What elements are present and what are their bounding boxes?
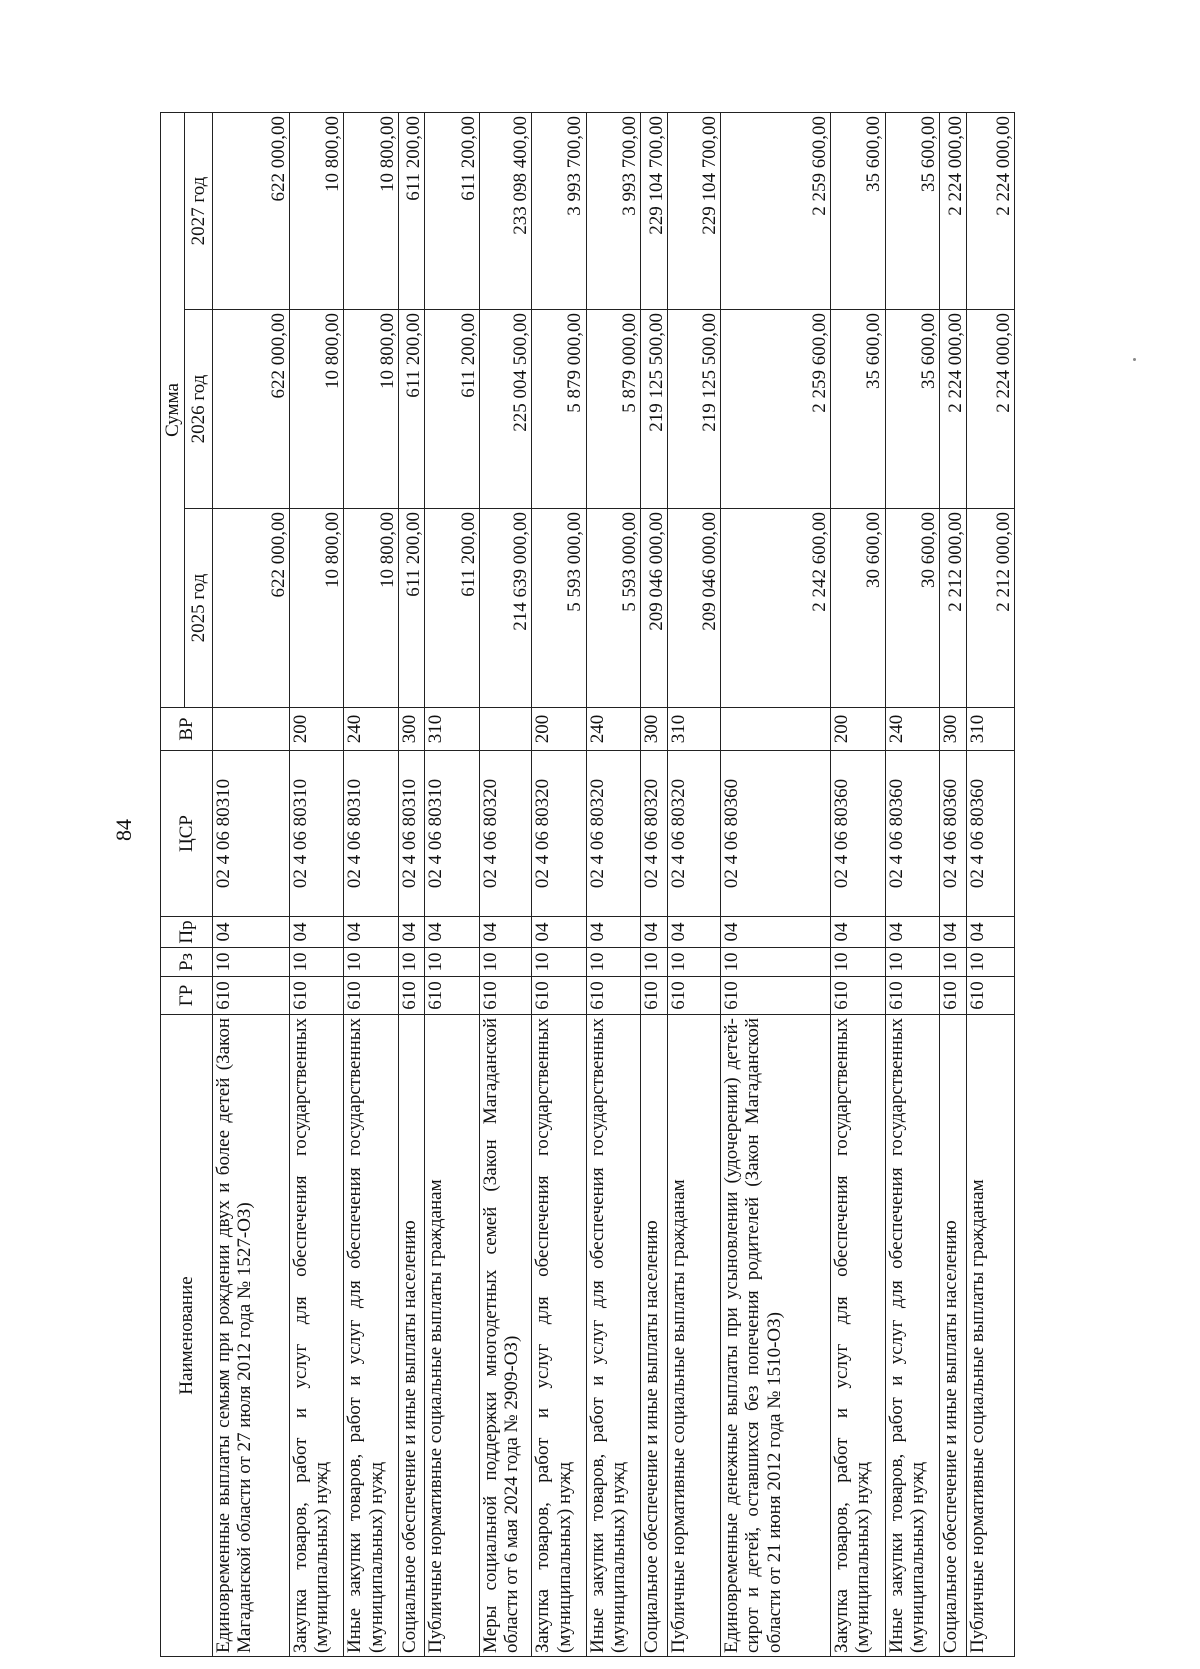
row-sum-2026: 10 800,00 (344, 310, 398, 509)
row-gr: 610 (289, 977, 343, 1015)
row-pr: 04 (885, 917, 939, 948)
row-sum-2027: 3 993 700,00 (586, 112, 640, 309)
row-pr: 04 (831, 917, 885, 948)
row-sum-2025: 5 593 000,00 (532, 509, 586, 708)
row-sum-2027: 35 600,00 (885, 112, 939, 309)
row-name: Закупка товаров, работ и услуг для обеспечения государственных (муниципальных) нужд (532, 1015, 586, 1657)
row-name: Публичные нормативные социальные выплаты гражданам (667, 1015, 720, 1657)
row-sum-2027: 3 993 700,00 (532, 112, 586, 309)
row-vr: 200 (289, 708, 343, 751)
row-vr: 300 (641, 708, 668, 751)
row-csr: 02 4 06 80320 (532, 751, 586, 917)
table-row (344, 112, 398, 1656)
row-csr: 02 4 06 80360 (831, 751, 885, 917)
row-sum-2026: 2 224 000,00 (966, 310, 1014, 509)
budget-table (160, 112, 1015, 1657)
row-gr: 610 (586, 977, 640, 1015)
row-sum-2026: 225 004 500,00 (479, 310, 531, 509)
header-vr: ВР (161, 708, 213, 751)
row-gr: 610 (885, 977, 939, 1015)
table-body (213, 112, 1015, 1656)
row-vr: 300 (398, 708, 425, 751)
row-csr: 02 4 06 80320 (479, 751, 531, 917)
row-name: Иные закупки товаров, работ и услуг для обеспечения государственных (муниципальных) нужд (885, 1015, 939, 1657)
row-rz: 10 (885, 948, 939, 977)
row-sum-2025: 10 800,00 (344, 509, 398, 708)
row-sum-2025: 2 212 000,00 (966, 509, 1014, 708)
row-rz: 10 (966, 948, 1014, 977)
row-name: Социальное обеспечение и иные выплаты населению (641, 1015, 668, 1657)
budget-table-container (160, 113, 1015, 1657)
header-pr: Пр (161, 917, 213, 948)
row-sum-2027: 611 200,00 (398, 112, 425, 309)
row-sum-2027: 2 224 000,00 (940, 112, 967, 309)
row-rz: 10 (289, 948, 343, 977)
row-vr: 240 (344, 708, 398, 751)
row-gr: 610 (532, 977, 586, 1015)
row-rz: 10 (398, 948, 425, 977)
row-rz: 10 (479, 948, 531, 977)
row-sum-2025: 622 000,00 (213, 509, 290, 708)
row-pr: 04 (344, 917, 398, 948)
row-csr: 02 4 06 80310 (425, 751, 479, 917)
row-csr: 02 4 06 80320 (641, 751, 668, 917)
row-sum-2026: 219 125 500,00 (667, 310, 720, 509)
table-row (398, 112, 425, 1656)
scan-speck (1133, 358, 1136, 361)
row-sum-2025: 30 600,00 (831, 509, 885, 708)
row-name: Закупка товаров, работ и услуг для обеспечения государственных (муниципальных) нужд (289, 1015, 343, 1657)
row-name: Публичные нормативные социальные выплаты гражданам (425, 1015, 479, 1657)
row-rz: 10 (721, 948, 831, 977)
row-rz: 10 (213, 948, 290, 977)
table-row (425, 112, 479, 1656)
row-sum-2027: 611 200,00 (425, 112, 479, 309)
row-vr: 240 (586, 708, 640, 751)
header-name: Наименование (161, 1015, 213, 1657)
row-sum-2026: 5 879 000,00 (532, 310, 586, 509)
row-sum-2026: 611 200,00 (425, 310, 479, 509)
row-name: Единовременные выплаты семьям при рождении двух и более детей (Закон Магаданской области от 27 июля 2012 года № 1527-ОЗ) (213, 1015, 290, 1657)
row-pr: 04 (213, 917, 290, 948)
table-row (586, 112, 640, 1656)
row-gr: 610 (940, 977, 967, 1015)
row-sum-2026: 5 879 000,00 (586, 310, 640, 509)
row-csr: 02 4 06 80360 (940, 751, 967, 917)
row-csr: 02 4 06 80310 (398, 751, 425, 917)
table-row (479, 112, 531, 1656)
header-gr: ГР (161, 977, 213, 1015)
row-gr: 610 (667, 977, 720, 1015)
row-csr: 02 4 06 80360 (966, 751, 1014, 917)
header-sum: Сумма (161, 112, 185, 707)
row-name: Социальное обеспечение и иные выплаты населению (398, 1015, 425, 1657)
table-row (213, 112, 290, 1656)
row-sum-2027: 2 224 000,00 (966, 112, 1014, 309)
header-2027: 2027 год (185, 112, 213, 309)
row-sum-2025: 2 242 600,00 (721, 509, 831, 708)
row-sum-2025: 611 200,00 (425, 509, 479, 708)
row-sum-2027: 229 104 700,00 (641, 112, 668, 309)
table-row (667, 112, 720, 1656)
row-pr: 04 (398, 917, 425, 948)
row-gr: 610 (641, 977, 668, 1015)
row-sum-2025: 5 593 000,00 (586, 509, 640, 708)
row-sum-2026: 2 224 000,00 (940, 310, 967, 509)
row-name: Иные закупки товаров, работ и услуг для обеспечения государственных (муниципальных) нужд (344, 1015, 398, 1657)
row-csr: 02 4 06 80310 (213, 751, 290, 917)
table-row (966, 112, 1014, 1656)
row-vr (479, 708, 531, 751)
row-csr: 02 4 06 80320 (667, 751, 720, 917)
row-gr: 610 (966, 977, 1014, 1015)
row-vr (721, 708, 831, 751)
row-pr: 04 (721, 917, 831, 948)
row-pr: 04 (425, 917, 479, 948)
row-name: Меры социальной поддержки многодетных семей (Закон Магаданской области от 6 мая 2024 года № 2909-ОЗ) (479, 1015, 531, 1657)
row-rz: 10 (831, 948, 885, 977)
row-sum-2026: 219 125 500,00 (641, 310, 668, 509)
row-sum-2025: 214 639 000,00 (479, 509, 531, 708)
row-sum-2027: 10 800,00 (344, 112, 398, 309)
row-sum-2025: 2 212 000,00 (940, 509, 967, 708)
row-rz: 10 (641, 948, 668, 977)
row-rz: 10 (586, 948, 640, 977)
row-rz: 10 (344, 948, 398, 977)
row-name: Единовременные денежные выплаты при усыновлении (удочерении) детей-сирот и детей, оставшихся без попечения родителей (Закон Магаданской области от 21 июня 2012 года № 1510-ОЗ) (721, 1015, 831, 1657)
row-csr: 02 4 06 80310 (344, 751, 398, 917)
table-row (532, 112, 586, 1656)
table-row (641, 112, 668, 1656)
page-number: 84 (111, 819, 136, 841)
row-sum-2026: 10 800,00 (289, 310, 343, 509)
table-row (831, 112, 885, 1656)
row-sum-2027: 622 000,00 (213, 112, 290, 309)
row-pr: 04 (532, 917, 586, 948)
header-2026: 2026 год (185, 310, 213, 509)
row-pr: 04 (289, 917, 343, 948)
row-csr: 02 4 06 80310 (289, 751, 343, 917)
row-vr: 200 (831, 708, 885, 751)
row-sum-2026: 2 259 600,00 (721, 310, 831, 509)
row-vr: 240 (885, 708, 939, 751)
row-csr: 02 4 06 80360 (721, 751, 831, 917)
row-name: Социальное обеспечение и иные выплаты населению (940, 1015, 967, 1657)
row-gr: 610 (425, 977, 479, 1015)
row-gr: 610 (479, 977, 531, 1015)
row-pr: 04 (479, 917, 531, 948)
row-rz: 10 (532, 948, 586, 977)
row-pr: 04 (940, 917, 967, 948)
row-gr: 610 (344, 977, 398, 1015)
row-rz: 10 (667, 948, 720, 977)
row-sum-2027: 229 104 700,00 (667, 112, 720, 309)
row-sum-2027: 35 600,00 (831, 112, 885, 309)
row-sum-2026: 35 600,00 (831, 310, 885, 509)
table-row (940, 112, 967, 1656)
row-gr: 610 (721, 977, 831, 1015)
row-rz: 10 (425, 948, 479, 977)
header-csr: ЦСР (161, 751, 213, 917)
row-vr: 310 (966, 708, 1014, 751)
row-sum-2027: 10 800,00 (289, 112, 343, 309)
row-sum-2026: 35 600,00 (885, 310, 939, 509)
row-name: Закупка товаров, работ и услуг для обеспечения государственных (муниципальных) нужд (831, 1015, 885, 1657)
row-rz: 10 (940, 948, 967, 977)
row-gr: 610 (398, 977, 425, 1015)
row-sum-2026: 622 000,00 (213, 310, 290, 509)
row-sum-2025: 10 800,00 (289, 509, 343, 708)
table-row (721, 112, 831, 1656)
row-vr: 310 (667, 708, 720, 751)
row-sum-2025: 209 046 000,00 (641, 509, 668, 708)
row-sum-2027: 233 098 400,00 (479, 112, 531, 309)
row-sum-2026: 611 200,00 (398, 310, 425, 509)
row-pr: 04 (966, 917, 1014, 948)
row-pr: 04 (586, 917, 640, 948)
header-rz: Рз (161, 948, 213, 977)
row-vr: 310 (425, 708, 479, 751)
row-vr: 200 (532, 708, 586, 751)
row-sum-2025: 611 200,00 (398, 509, 425, 708)
row-sum-2025: 30 600,00 (885, 509, 939, 708)
row-name: Публичные нормативные социальные выплаты гражданам (966, 1015, 1014, 1657)
header-2025: 2025 год (185, 509, 213, 708)
row-pr: 04 (641, 917, 668, 948)
table-row (289, 112, 343, 1656)
table-row (885, 112, 939, 1656)
row-gr: 610 (831, 977, 885, 1015)
row-vr (213, 708, 290, 751)
row-csr: 02 4 06 80360 (885, 751, 939, 917)
row-sum-2027: 2 259 600,00 (721, 112, 831, 309)
row-gr: 610 (213, 977, 290, 1015)
row-sum-2025: 209 046 000,00 (667, 509, 720, 708)
row-pr: 04 (667, 917, 720, 948)
row-vr: 300 (940, 708, 967, 751)
row-name: Иные закупки товаров, работ и услуг для обеспечения государственных (муниципальных) нужд (586, 1015, 640, 1657)
row-csr: 02 4 06 80320 (586, 751, 640, 917)
